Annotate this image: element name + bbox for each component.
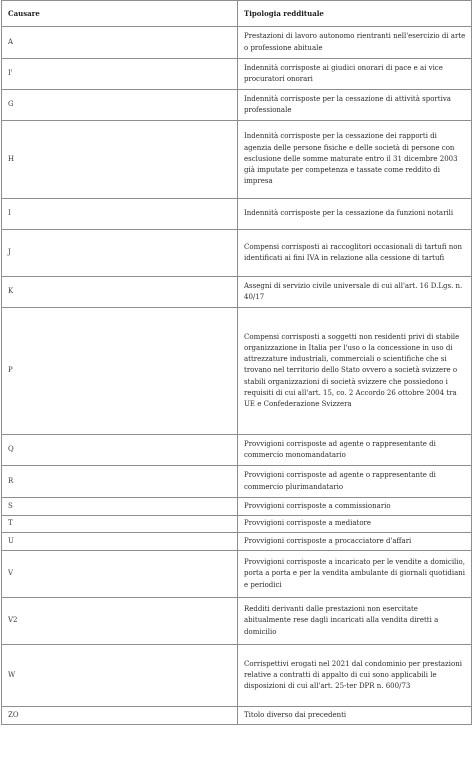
row-code: I [2,199,238,230]
table-row [2,533,472,551]
table-row [2,199,472,230]
row-description: Indennità corrisposte per la cessazione di attività sportiva professionale [238,90,472,121]
row-code: K [2,277,238,308]
table-row [2,90,472,121]
table-row [2,59,472,90]
row-code: V [2,551,238,598]
row-code: J [2,230,238,277]
row-code: S [2,498,238,516]
table-row [2,551,472,598]
table-row [2,516,472,533]
table-row [2,27,472,59]
row-code: R [2,466,238,498]
row-code: A [2,27,238,59]
row-code: W [2,645,238,707]
row-code: ZO [2,707,238,725]
row-description: Compensi corrisposti a soggetti non residenti privi di stabile organizzazione in Italia per l'uso o la concessione in uso di attrezzature industriali, commerciali o scientifiche che si trovano nel territorio dello Stato ovvero a società svizzere o stabili organizzazioni di società svizzere che possiedono i requisiti di cui all'art. 15, co. 2 Accordo 26 ottobre 2004 tra UE e Confederazione Svizzera [238,308,472,435]
header-causale: Causare [2,1,238,27]
row-description: Redditi derivanti dalle prestazioni non esercitate abitualmente rese dagli incaricati alla vendita diretti a domicilio [238,598,472,645]
table-row [2,466,472,498]
row-description: Provvigioni corrisposte a commissionario [238,498,472,516]
row-description: Provvigioni corrisposte a procacciatore d'affari [238,533,472,551]
table-row [2,598,472,645]
table-row [2,121,472,199]
row-description: Titolo diverso dai precedenti [238,707,472,725]
row-description: Provvigioni corrisposte a mediatore [238,516,472,533]
header-tipologia: Tipologia reddituale [238,1,472,27]
row-code: I' [2,59,238,90]
table-row [2,230,472,277]
causali-table [1,0,472,725]
row-description: Indennità corrisposte per la cessazione dei rapporti di agenzia delle persone fisiche e delle società di persone con esclusione delle somme maturate entro il 31 dicembre 2003 già imputate per competenza e tassate come reddito di impresa [238,121,472,199]
row-code: T [2,516,238,533]
row-description: Provvigioni corrisposte ad agente o rappresentante di commercio plurimandatario [238,466,472,498]
row-description: Provvigioni corrisposte ad agente o rappresentante di commercio monomandatario [238,435,472,466]
row-code: H [2,121,238,199]
row-code: U [2,533,238,551]
table-row [2,435,472,466]
row-code: G [2,90,238,121]
row-description: Indennità corrisposte per la cessazione da funzioni notarili [238,199,472,230]
row-code: Q [2,435,238,466]
row-description: Provvigioni corrisposte a incaricato per le vendite a domicilio, porta a porta e per la vendita ambulante di giornali quotidiani e periodici [238,551,472,598]
row-description: Assegni di servizio civile universale di cui all'art. 16 D.Lgs. n. 40/17 [238,277,472,308]
table-row [2,277,472,308]
table-row [2,308,472,435]
row-description: Corrispettivi erogati nel 2021 dal condominio per prestazioni relative a contratti di appalto di cui sono applicabili le disposizioni di cui all'art. 25-ter DPR n. 600/73 [238,645,472,707]
row-code: V2 [2,598,238,645]
table-row [2,498,472,516]
row-description: Prestazioni di lavoro autonomo rientranti nell'esercizio di arte o professione abituale [238,27,472,59]
row-description: Indennità corrisposte ai giudici onorari di pace e ai vice procuratori onorari [238,59,472,90]
table-row [2,645,472,707]
table-header-row [2,1,472,27]
table-row [2,707,472,725]
row-description: Compensi corrisposti ai raccoglitori occasionali di tartufi non identificati ai fini IVA in relazione alla cessione di tartufi [238,230,472,277]
row-code: P [2,308,238,435]
